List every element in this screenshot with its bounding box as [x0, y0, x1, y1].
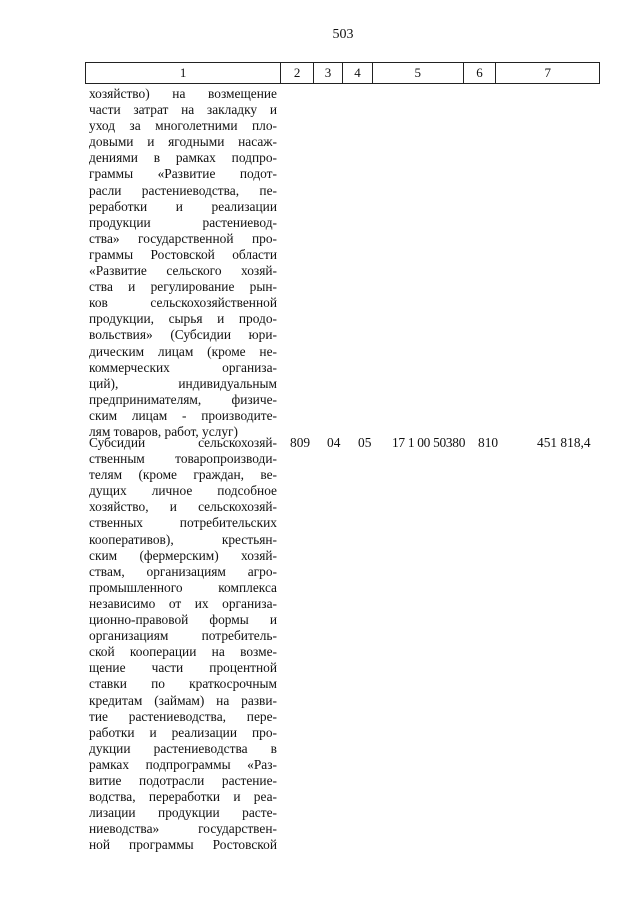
description-line: ков сельскохозяйственной [89, 295, 277, 311]
description-line: рамках подпрограммы «Раз- [89, 756, 277, 772]
header-col-4: 4 [343, 63, 373, 83]
row-col-2: 809 [290, 435, 311, 450]
description-line: продукции растениевод- [89, 214, 277, 230]
description-line: довыми и ягодными насаж- [89, 134, 277, 150]
page-number: 503 [332, 27, 354, 42]
description-line: граммы Ростовской области [89, 246, 277, 262]
description-line: реработки и реализации [89, 198, 277, 214]
header-col-7: 7 [544, 65, 551, 80]
description-line: промышленного комплекса [89, 579, 277, 595]
description-line: водства, переработки и реа- [89, 789, 277, 805]
description-line: Субсидии сельскохозяй- [89, 435, 277, 450]
description-line: расли растениеводства, пе- [89, 182, 277, 198]
description-line: вольствия» (Субсидии юри- [89, 327, 277, 343]
description-line: ниеводства» государствен- [89, 821, 277, 837]
description-line: тие растениеводства, пере- [89, 708, 277, 724]
row-description [89, 435, 277, 853]
row-col-7: 451 818,4 [537, 435, 591, 450]
header-col-3: 3 [314, 63, 343, 83]
description-line: дущих личное подсобное [89, 483, 277, 499]
row-description [89, 86, 277, 440]
description-line: граммы «Развитие подот- [89, 166, 277, 182]
description-line: предпринимателям, физиче- [89, 391, 277, 407]
header-col-2: 2 [281, 63, 314, 83]
description-line: витие подотрасли растение- [89, 772, 277, 788]
description-line: ственных потребительских [89, 515, 277, 531]
description-line: дическим лицам (кроме не- [89, 343, 277, 359]
header-col-1: 1 [86, 63, 281, 83]
description-line: хозяйство, и сельскохозяй- [89, 499, 277, 515]
description-line: ства» государственной про- [89, 230, 277, 246]
row-col-5: 17 1 00 50380 [392, 435, 466, 450]
row-col-4: 05 [358, 435, 372, 450]
description-line: хозяйство) на возмещение [89, 86, 277, 101]
row-col-3: 04 [327, 435, 341, 450]
description-line: лям товаров, работ, услуг) [89, 423, 239, 439]
description-line: ским лицам - производите- [89, 407, 277, 423]
description-line: продукции, сырья и продо- [89, 311, 277, 327]
description-line: кредитам (займам) на разви- [89, 692, 277, 708]
description-line: работки и реализации про- [89, 724, 277, 740]
header-col-6: 6 [464, 63, 497, 83]
description-line: ской кооперации на возме- [89, 644, 277, 660]
description-line: коммерческих организа- [89, 359, 277, 375]
description-line: дукции растениеводства в [89, 740, 277, 756]
description-line: кооперативов), крестьян- [89, 531, 277, 547]
description-line: дениями в рамках подпро- [89, 150, 277, 166]
description-line: щение части процентной [89, 660, 277, 676]
table-header [85, 62, 600, 84]
row-col-6: 810 [478, 435, 499, 450]
description-line: части затрат на закладку и [89, 102, 277, 118]
description-line: ствам, организациям агро- [89, 563, 277, 579]
description-line: ной программы Ростовской [89, 837, 277, 853]
description-line: лизации продукции расте- [89, 805, 277, 821]
description-line: организациям потребитель- [89, 628, 277, 644]
description-line: ственным товаропроизводи- [89, 451, 277, 467]
description-line: независимо от их организа- [89, 595, 277, 611]
description-line: ства и регулирование рын- [89, 279, 277, 295]
description-line: ционно-правовой формы и [89, 612, 277, 628]
header-col-5: 5 [373, 63, 464, 83]
description-line: ций), индивидуальным [89, 375, 277, 391]
description-line: уход за многолетними пло- [89, 118, 277, 134]
description-line: ставки по краткосрочным [89, 676, 277, 692]
description-line: ским (фермерским) хозяй- [89, 547, 277, 563]
description-line: телям (кроме граждан, ве- [89, 467, 277, 483]
description-line: «Развитие сельского хозяй- [89, 263, 277, 279]
